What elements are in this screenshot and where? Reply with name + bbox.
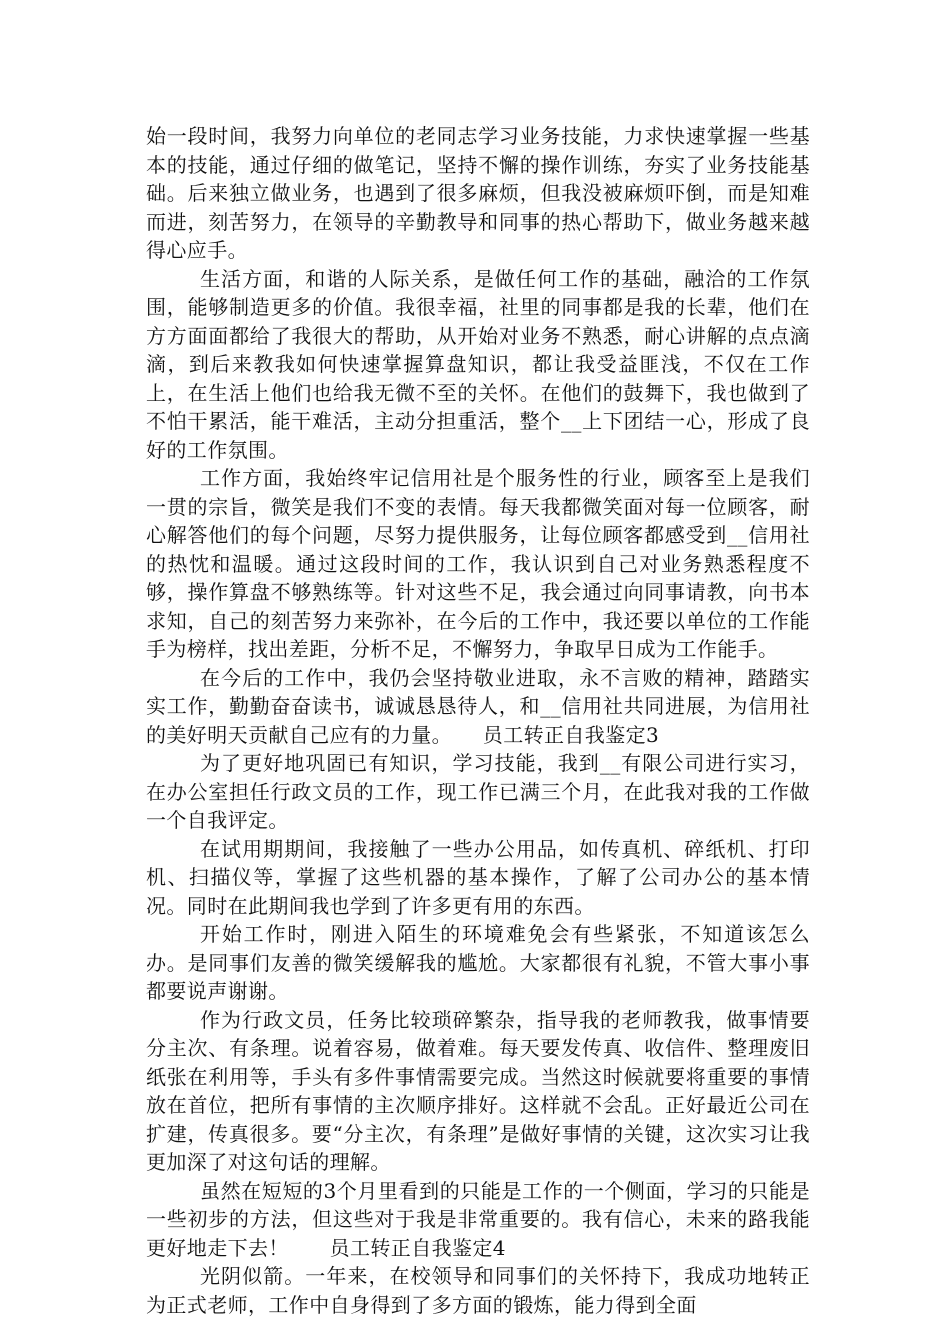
- paragraph-3: 工作方面，我始终牢记信用社是个服务性的行业，顾客至上是我们一贯的宗旨，微笑是我们不变的表情。每天我都微笑面对每一位顾客，耐心解答他们的每个问题，尽努力提供服务，让每位顾客都感受到__信用社的热忱和温暖。通过这段时间的工作，我认识到自己对业务熟悉程度不够，操作算盘不够熟练等。针对这些不足，我会通过向同事请教，向书本求知，自己的刻苦努力来弥补，在今后的工作中，我还要以单位的工作能手为榜样，找出差距，分析不足，不懈努力，争取早日成为工作能手。: [146, 466, 810, 661]
- paragraph-4: 在今后的工作中，我仍会坚持敬业进取，永不言败的精神，踏踏实实工作，勤勤奋奋读书，诚诚恳恳待人，和__信用社共同进展，为信用社的美好明天贡献自己应有的力量。 员工转正自我鉴定3: [146, 665, 810, 747]
- paragraph-1: 始一段时间，我努力向单位的老同志学习业务技能，力求快速掌握一些基本的技能，通过仔细的做笔记，坚持不懈的操作训练，夯实了业务技能基础。后来独立做业务，也遇到了很多麻烦，但我没被麻烦吓倒，而是知难而进，刻苦努力，在领导的辛勤教导和同事的热心帮助下，做业务越来越得心应手。: [146, 124, 810, 262]
- paragraph-8: 作为行政文员，任务比较琐碎繁杂，指导我的老师教我，做事情要分主次、有条理。说着容易，做着难。每天要发传真、收信件、整理废旧纸张在利用等，手头有多件事情需要完成。当然这时候就要将重要的事情放在首位，把所有事情的主次顺序排好。这样就不会乱。正好最近公司在扩建，传真很多。要“分主次，有条理”是做好事情的关键，这次实习让我更加深了对这句话的理解。: [146, 1007, 810, 1174]
- paragraph-9: 虽然在短短的3个月里看到的只能是工作的一个侧面，学习的只能是一些初步的方法，但这些对于我是非常重要的。我有信心，未来的路我能更好地走下去！ 员工转正自我鉴定4: [146, 1178, 810, 1260]
- paragraph-7: 开始工作时，刚进入陌生的环境难免会有些紧张，不知道该怎么办。是同事们友善的微笑缓解我的尴尬。大家都很有礼貌，不管大事小事都要说声谢谢。: [146, 922, 810, 1003]
- paragraph-6: 在试用期期间，我接触了一些办公用品，如传真机、碎纸机、打印机、扫描仪等，掌握了这些机器的基本操作，了解了公司办公的基本情况。同时在此期间我也学到了许多更有用的东西。: [146, 836, 810, 918]
- document-body: [146, 122, 810, 1319]
- paragraph-10: 光阴似箭。一年来，在校领导和同事们的关怀持下，我成功地转正为正式老师，工作中自身得到了多方面的锻炼，能力得到全面: [146, 1264, 810, 1317]
- paragraph-5: 为了更好地巩固已有知识，学习技能，我到__有限公司进行实习，在办公室担任行政文员的工作，现工作已满三个月，在此我对我的工作做一个自我评定。: [146, 751, 810, 832]
- paragraph-2: 生活方面，和谐的人际关系，是做任何工作的基础，融洽的工作氛围，能够制造更多的价值。我很幸福，社里的同事都是我的长辈，他们在方方面面都给了我很大的帮助，从开始对业务不熟悉，耐心讲解的点点滴滴，到后来教我如何快速掌握算盘知识，都让我受益匪浅，不仅在工作上，在生活上他们也给我无微不至的关怀。在他们的鼓舞下，我也做到了不怕干累活，能干难活，主动分担重活，整个__上下团结一心，形成了良好的工作氛围。: [146, 266, 810, 462]
